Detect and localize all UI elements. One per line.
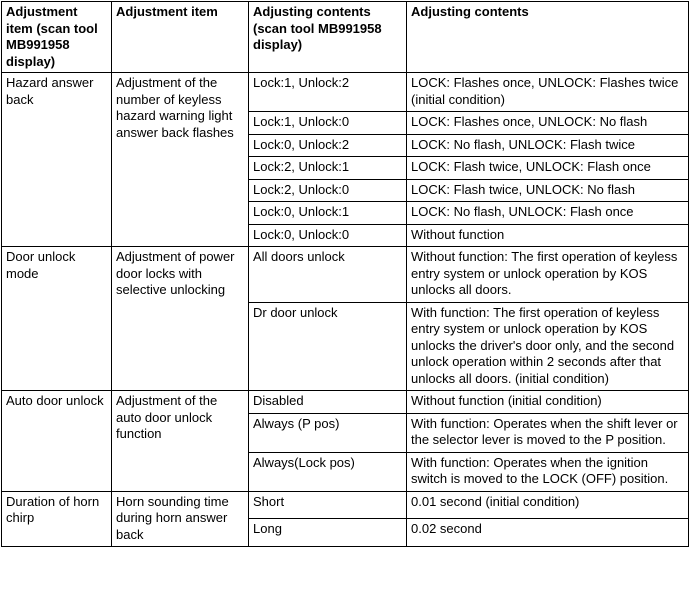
cell-setting: Always (P pos) — [249, 413, 407, 452]
cell-content: With function: Operates when the ignition switch is moved to the LOCK (OFF) position. — [407, 452, 689, 491]
cell-item-door-unlock-mode: Door unlock mode — [2, 247, 112, 391]
table-row — [2, 247, 689, 303]
cell-content: 0.01 second (initial condition) — [407, 491, 689, 519]
cell-setting: Lock:1, Unlock:2 — [249, 73, 407, 112]
table-row — [2, 391, 689, 414]
cell-content: Without function: The first operation of keyless entry system or unlock operation by KOS unlocks all doors. — [407, 247, 689, 303]
cell-content: LOCK: Flashes once, UNLOCK: No flash — [407, 112, 689, 135]
cell-content: LOCK: Flashes once, UNLOCK: Flashes twice (initial condition) — [407, 73, 689, 112]
cell-setting: Lock:0, Unlock:0 — [249, 224, 407, 247]
cell-content: LOCK: Flash twice, UNLOCK: Flash once — [407, 157, 689, 180]
cell-setting: Disabled — [249, 391, 407, 414]
cell-setting: Lock:0, Unlock:1 — [249, 202, 407, 225]
cell-setting: All doors unlock — [249, 247, 407, 303]
cell-description-auto-door-unlock: Adjustment of the auto door unlock function — [112, 391, 249, 492]
cell-content: LOCK: No flash, UNLOCK: Flash twice — [407, 134, 689, 157]
cell-content: With function: The first operation of keyless entry system or unlock operation by KOS unlocks the driver's door only, and the second unlock operation within 2 seconds after that unlocks all doors. (initial condition) — [407, 302, 689, 391]
cell-description-door-unlock-mode: Adjustment of power door locks with selective unlocking — [112, 247, 249, 391]
header-row — [2, 2, 689, 73]
cell-setting: Lock:2, Unlock:1 — [249, 157, 407, 180]
cell-setting: Lock:1, Unlock:0 — [249, 112, 407, 135]
cell-item-duration-of-horn-chirp: Duration of horn chirp — [2, 491, 112, 547]
header-adjustment-item-scan-tool: Adjustment item (scan tool MB991958 display) — [2, 2, 112, 73]
cell-content: Without function — [407, 224, 689, 247]
cell-setting: Lock:2, Unlock:0 — [249, 179, 407, 202]
cell-content: LOCK: No flash, UNLOCK: Flash once — [407, 202, 689, 225]
header-adjusting-contents-scan-tool: Adjusting contents (scan tool MB991958 display) — [249, 2, 407, 73]
cell-setting: Long — [249, 519, 407, 547]
cell-item-hazard-answer-back: Hazard answer back — [2, 73, 112, 247]
cell-content: LOCK: Flash twice, UNLOCK: No flash — [407, 179, 689, 202]
header-adjusting-contents: Adjusting contents — [407, 2, 689, 73]
cell-content: 0.02 second — [407, 519, 689, 547]
cell-setting: Short — [249, 491, 407, 519]
cell-item-auto-door-unlock: Auto door unlock — [2, 391, 112, 492]
cell-setting: Always(Lock pos) — [249, 452, 407, 491]
cell-description-duration-of-horn-chirp: Horn sounding time during horn answer back — [112, 491, 249, 547]
cell-description-hazard-answer-back: Adjustment of the number of keyless hazard warning light answer back flashes — [112, 73, 249, 247]
cell-content: Without function (initial condition) — [407, 391, 689, 414]
cell-content: With function: Operates when the shift lever or the selector lever is moved to the P position. — [407, 413, 689, 452]
header-adjustment-item: Adjustment item — [112, 2, 249, 73]
cell-setting: Dr door unlock — [249, 302, 407, 391]
adjustment-table — [1, 1, 689, 547]
cell-setting: Lock:0, Unlock:2 — [249, 134, 407, 157]
table-row — [2, 73, 689, 112]
table-row — [2, 491, 689, 519]
